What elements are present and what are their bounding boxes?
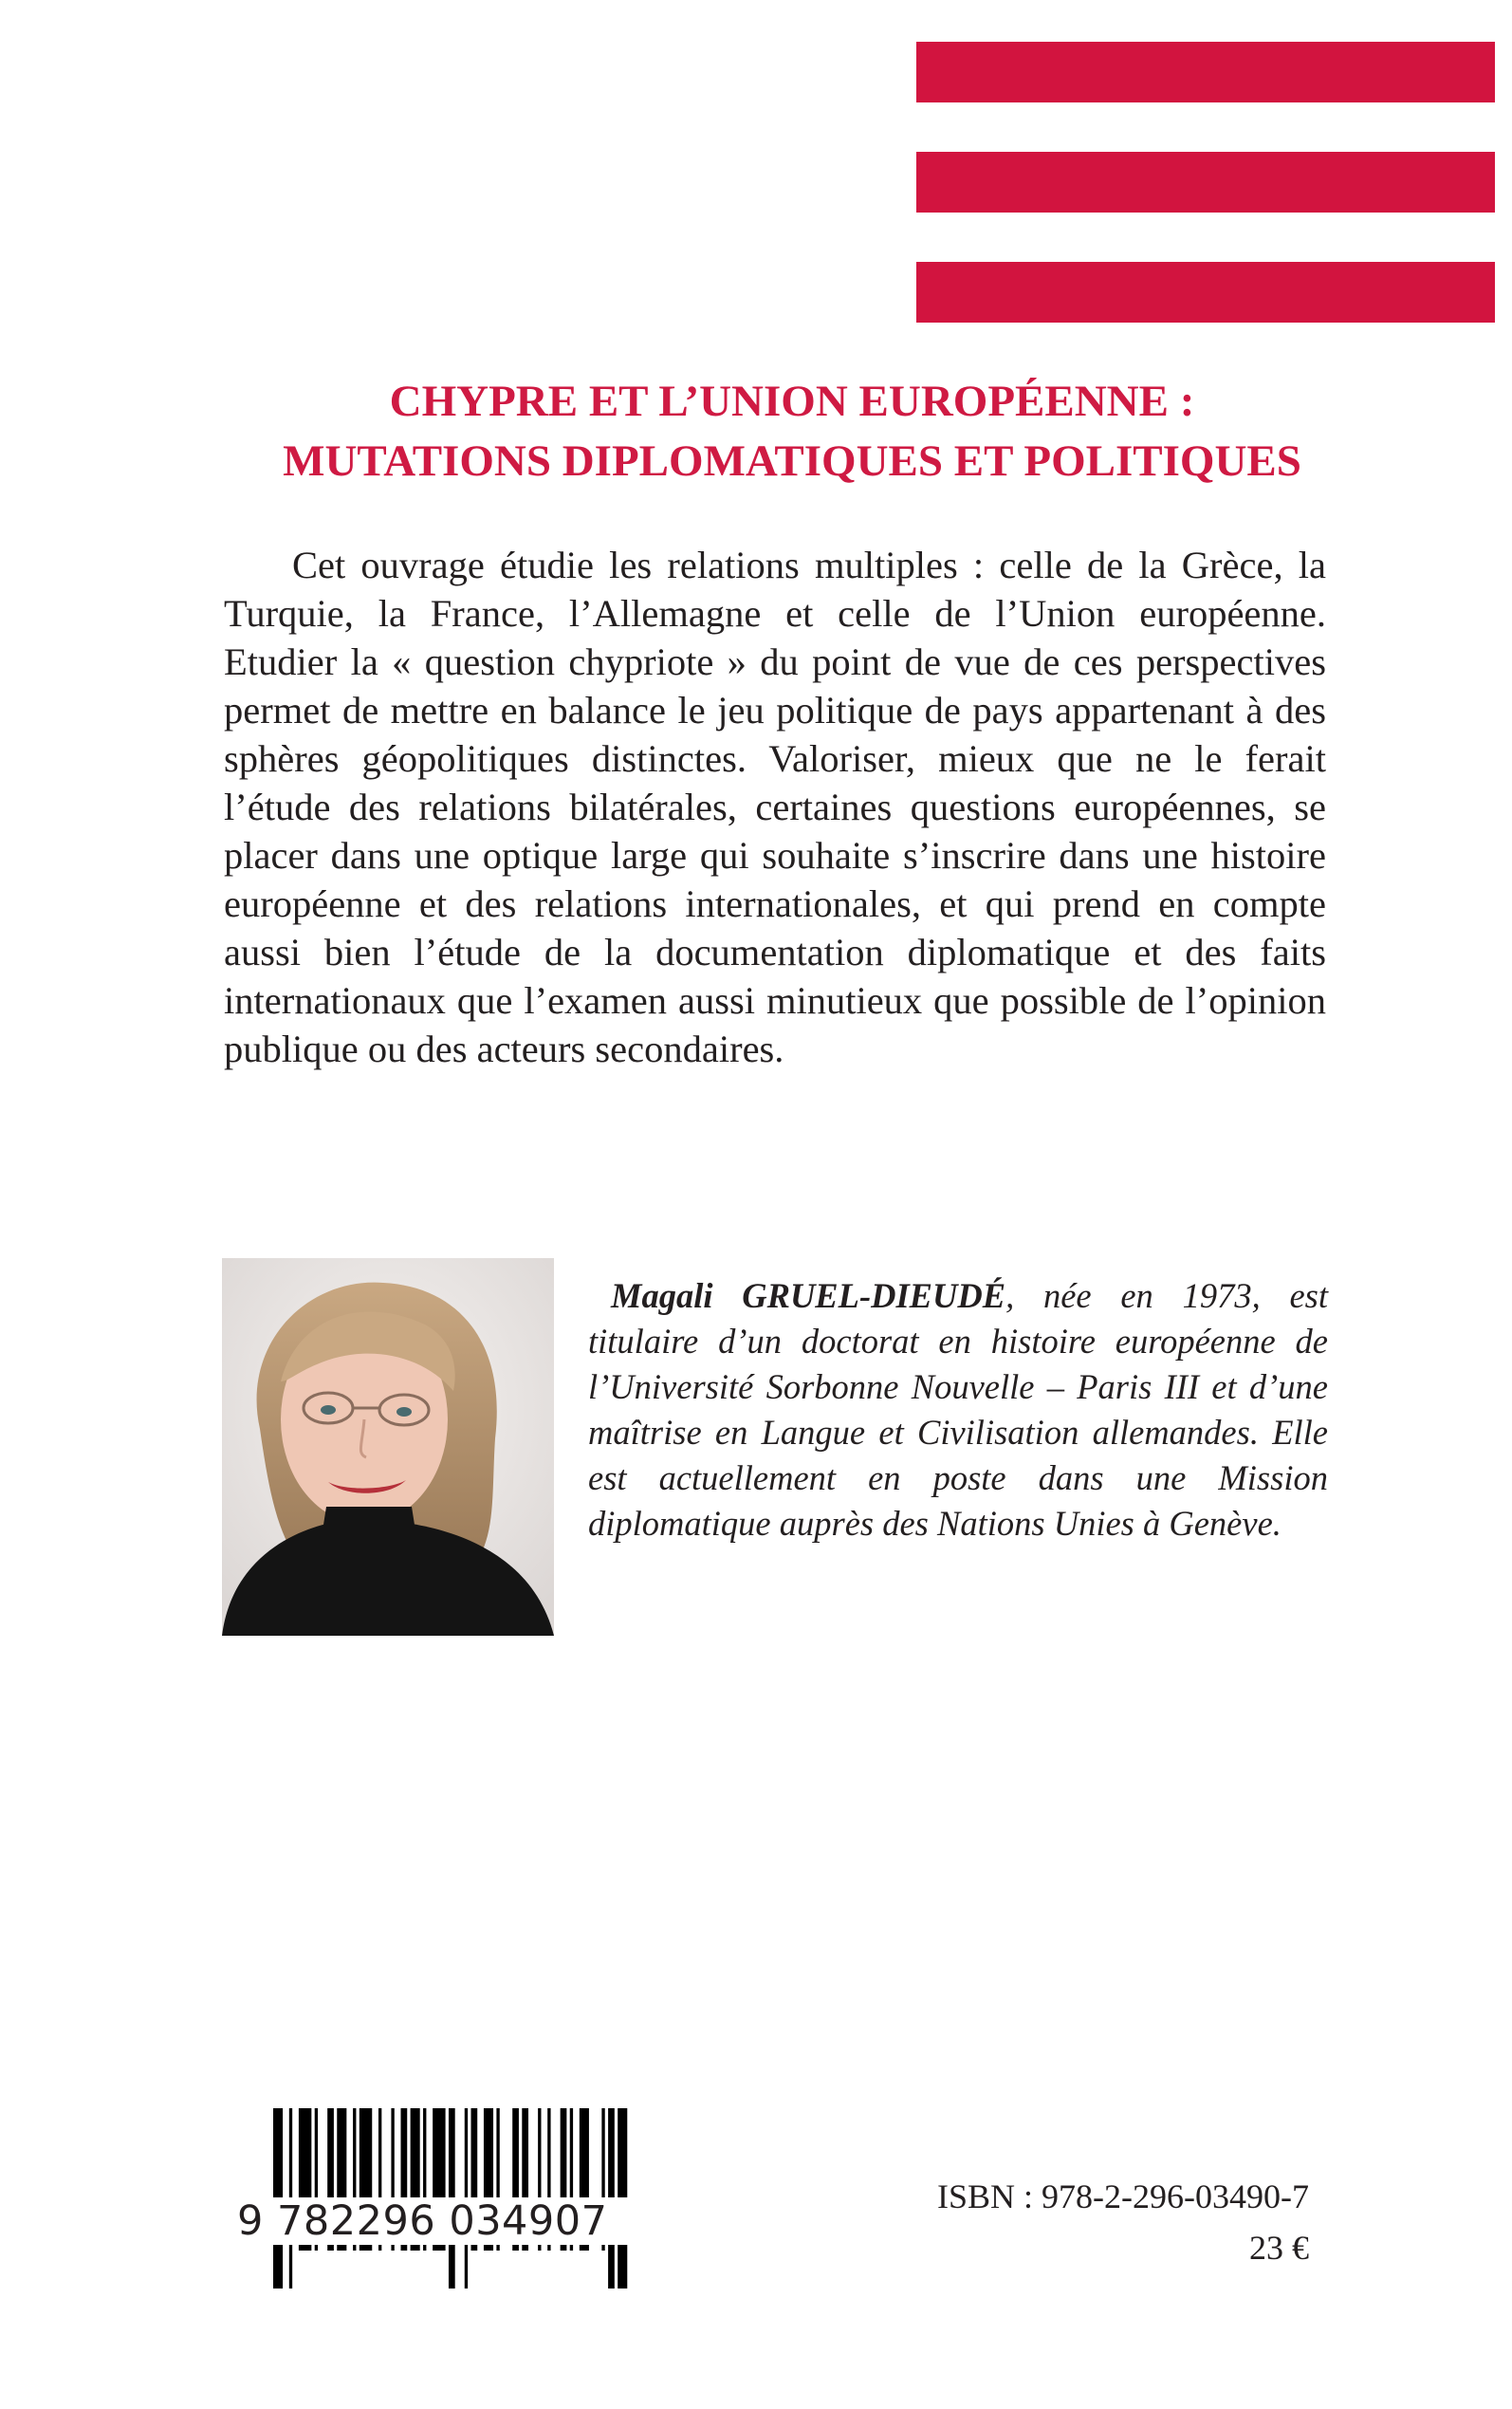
author-name: Magali GRUEL-DIEUDÉ <box>611 1276 1006 1315</box>
book-summary: Cet ouvrage étudie les relations multiples : celle de la Grèce, la Turquie, la France, l’Allemagne et celle de l’Union européenne. Etudier la « question chypriote » du point de vue de ces perspectives permet de mettre en balance le jeu politique de pays appartenant à des sphères géopolitiques distinctes. Valoriser, mieux que ne le ferait l’étude des relations bilatérales, certaines questions européennes, se placer dans une optique large qui souhaite s’inscrire dans une histoire européenne et des relations internationales, et qui prend en compte aussi bien l’étude de la documentation diplomatique et des faits internationaux que l’examen aussi minutieux que possible de l’opinion publique ou des acteurs secondaires. <box>224 544 1326 1070</box>
barcode-number: 9 782296 034907 <box>237 2197 655 2245</box>
book-title-line-2: MUTATIONS DIPLOMATIQUES ET POLITIQUES <box>283 436 1301 486</box>
red-stripe-middle <box>916 152 1495 213</box>
book-title-line-1: CHYPRE ET L’UNION EUROPÉENNE : <box>389 377 1195 426</box>
author-photo <box>222 1258 554 1636</box>
author-bio-text: , née en 1973, est titulaire d’un doctorat en histoire européenne de l’Université Sorbonne Nouvelle – Paris III et d’une maîtrise en Langue et Civilisation allemandes. Elle est actuellement en poste dans une Mission diplomatique auprès des Nations Unies à Genève. <box>588 1276 1328 1543</box>
author-biography <box>588 1273 1328 1547</box>
isbn: ISBN : 978-2-296-03490-7 <box>937 2177 1309 2215</box>
book-title <box>133 372 1451 491</box>
red-stripe-bottom <box>916 262 1495 323</box>
red-stripe-top <box>916 42 1495 102</box>
author-portrait-icon <box>222 1258 554 1636</box>
price: 23 € <box>1249 2229 1309 2267</box>
